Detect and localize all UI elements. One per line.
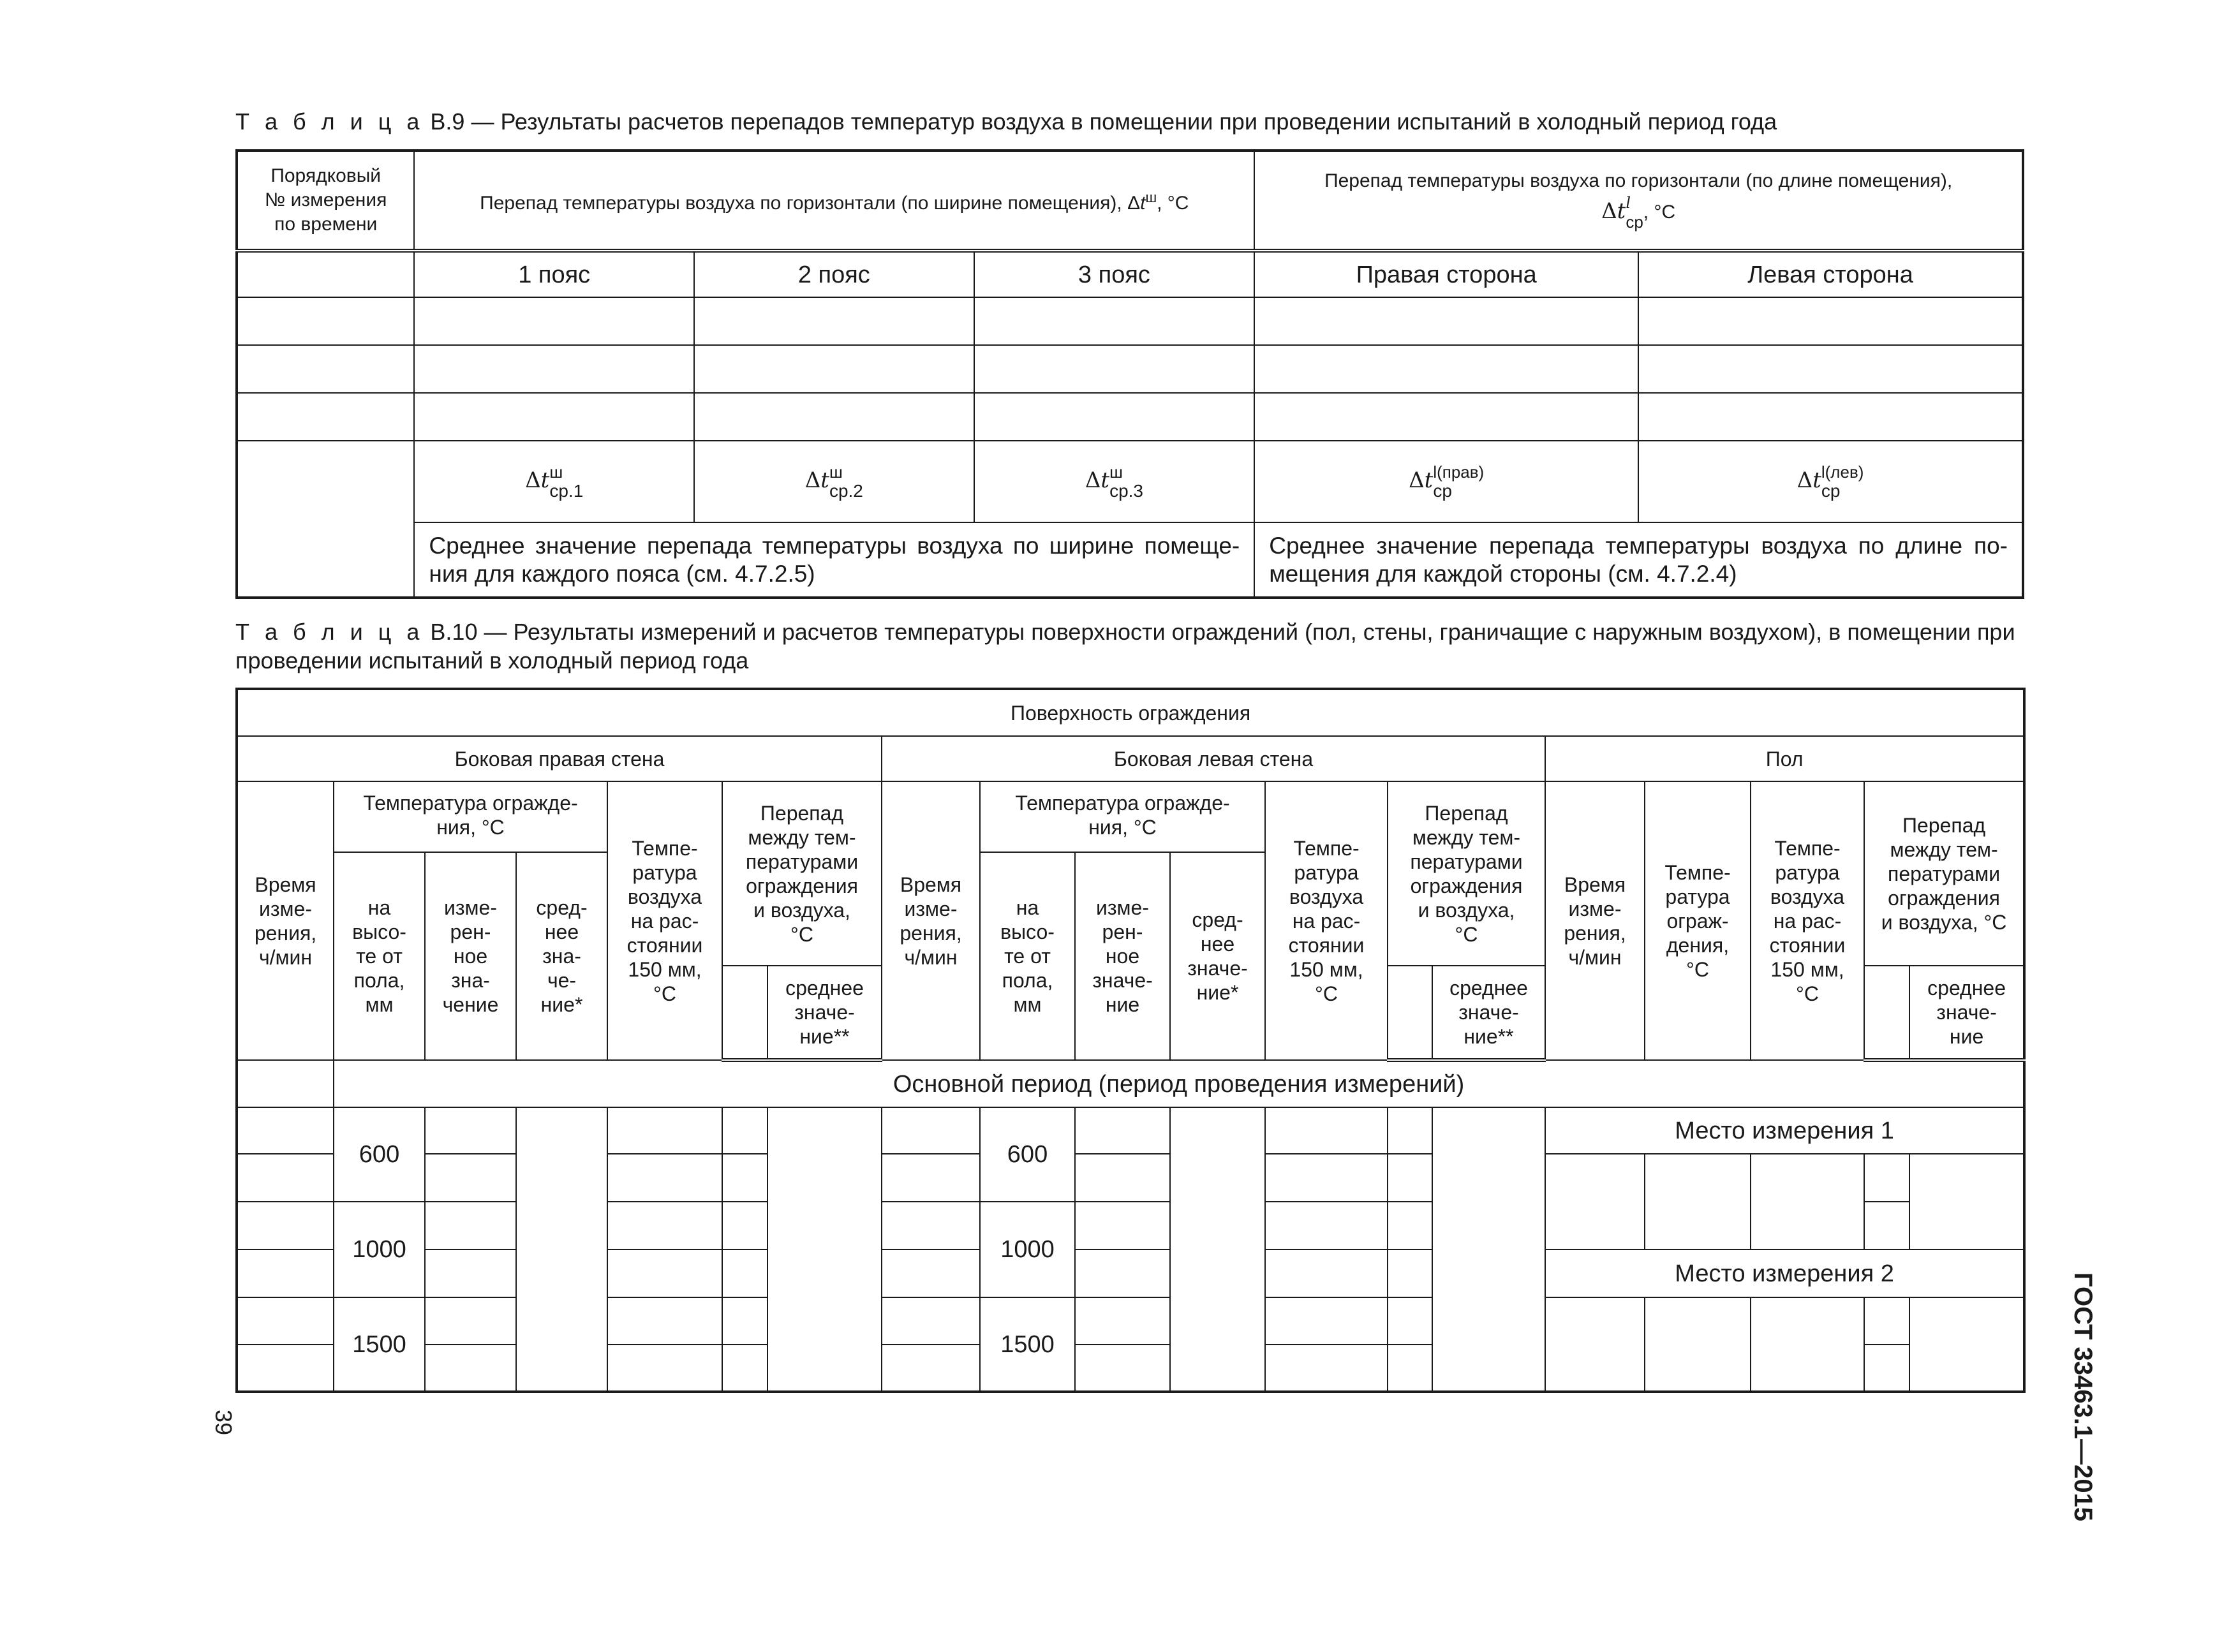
symbol — [1797, 462, 1864, 501]
header-line: пола, — [1002, 969, 1053, 992]
left-diff-header — [1388, 781, 1545, 966]
cell — [425, 1297, 516, 1345]
symbol-var: t — [1617, 198, 1626, 224]
header-line: изме- — [904, 897, 958, 920]
header-line: значе- — [1936, 1001, 1997, 1024]
header-line: ние* — [540, 993, 583, 1016]
left-diff-blank — [1388, 966, 1432, 1060]
cell — [882, 1107, 980, 1154]
header-line: значе- — [794, 1001, 855, 1024]
header-line: Температура огражде- — [363, 792, 578, 815]
left-height-1000: 1000 — [980, 1202, 1075, 1297]
floor-diff-blank — [1864, 966, 1909, 1060]
table-row — [237, 1154, 2024, 1202]
cell — [1638, 393, 2023, 441]
symbol-var: t — [1812, 468, 1821, 493]
main-period-label: Основной период (период проведения измерений) — [334, 1060, 2024, 1107]
left-mean-cell — [1170, 1107, 1265, 1392]
header-line: ч/мин — [1568, 945, 1622, 969]
left-measured-header — [1075, 852, 1170, 1060]
header-line: ратура — [632, 860, 697, 884]
header-line: те от — [356, 945, 403, 968]
header-line: значе- — [1458, 1001, 1519, 1024]
floor-diff-mean-header — [1909, 966, 2024, 1060]
header-line: Время — [900, 873, 962, 896]
cell — [1388, 1297, 1432, 1345]
symbol-indices — [1433, 462, 1484, 501]
header-line: ния, °C — [1088, 816, 1157, 839]
header-line: 150 мм, — [1770, 957, 1844, 981]
header-line: рен- — [1102, 920, 1143, 943]
symbol-indices — [829, 462, 863, 501]
cell — [607, 1154, 722, 1202]
floor-place-1: Место измерения 1 — [1545, 1107, 2024, 1154]
cell — [1075, 1250, 1170, 1297]
floor-fence-temp-header — [1645, 781, 1751, 1060]
header-line: пературами — [1410, 850, 1523, 873]
col-header-left-side: Левая сторона — [1638, 251, 2023, 297]
table-title: В.9 — Результаты расчетов перепадов температур воздуха в помещении при проведении испытаний в холодный период года — [430, 108, 1777, 135]
header-line: пола, — [353, 969, 405, 992]
symbol-sup: ш — [1145, 189, 1157, 205]
header-line: Перепад — [1902, 813, 1986, 837]
header-order-number — [237, 151, 414, 251]
right-fence-temp-header — [334, 781, 607, 852]
table-row — [237, 393, 2023, 441]
header-line: высо- — [1000, 920, 1055, 943]
cell — [425, 1250, 516, 1297]
header-line: и воздуха, — [753, 898, 850, 922]
symbol-var: t — [1140, 192, 1146, 214]
floor-air-temp-header — [1751, 781, 1864, 1060]
header-line: 150 мм, — [628, 957, 702, 981]
col-header-belt-2: 2 пояс — [694, 251, 974, 297]
symbol — [804, 462, 863, 501]
header-line: стоянии — [1288, 933, 1365, 957]
cell — [1075, 1107, 1170, 1154]
header-line: °C — [1686, 957, 1709, 981]
right-height-1500: 1500 — [334, 1297, 425, 1392]
header-symbol-line — [1260, 193, 2017, 232]
right-measured-header — [425, 852, 516, 1060]
header-width-difference — [414, 151, 1254, 251]
header-line: и воздуха, °C — [1881, 910, 2007, 934]
cell — [974, 393, 1255, 441]
header-line: по времени — [274, 214, 378, 235]
table-row — [237, 1107, 2024, 1154]
header-line: сред- — [536, 896, 588, 919]
symbol-indices — [1626, 193, 1643, 232]
cell — [694, 393, 974, 441]
col-header-right-side: Правая сторона — [1254, 251, 1638, 297]
header-line: ния, °C — [436, 816, 505, 839]
header-text: Перепад температуры воздуха по горизонтали (по ширине помещения), Δ — [480, 192, 1141, 214]
header-line: Перепад — [1425, 801, 1508, 825]
cell — [237, 297, 414, 345]
right-height-header — [334, 852, 425, 1060]
header-line: °C — [1455, 922, 1478, 946]
cell — [607, 1202, 722, 1250]
header-line: сред- — [1192, 908, 1243, 931]
cell — [1265, 1107, 1388, 1154]
symbol-indices — [1821, 462, 1864, 501]
cell — [237, 1250, 334, 1297]
cell — [1864, 1202, 1909, 1250]
cell — [425, 1202, 516, 1250]
right-height-1000: 1000 — [334, 1202, 425, 1297]
header-line: ограж- — [1666, 909, 1729, 933]
cell — [1864, 1345, 1909, 1392]
header-line: ратура — [1665, 885, 1730, 908]
symbol-var: t — [1424, 468, 1434, 493]
left-height-header — [980, 852, 1075, 1060]
header-line: ратура — [1775, 860, 1840, 884]
header-line: ч/мин — [258, 945, 313, 969]
cell — [722, 1107, 767, 1154]
floor-place-2: Место измерения 2 — [1545, 1250, 2024, 1297]
table-b10 — [235, 688, 2026, 1393]
header-line: зна- — [451, 969, 490, 992]
cell — [237, 393, 414, 441]
cell — [414, 297, 694, 345]
group-floor: Пол — [1545, 736, 2024, 781]
cell — [425, 1107, 516, 1154]
cell — [1388, 1154, 1432, 1202]
cell — [607, 1297, 722, 1345]
delta: Δ — [525, 468, 541, 493]
cell — [237, 1297, 334, 1345]
header-line: рения, — [254, 921, 317, 945]
header-line: между тем- — [748, 825, 856, 849]
cell — [1388, 1345, 1432, 1392]
cell — [414, 393, 694, 441]
header-line: воздуха — [1289, 885, 1364, 908]
header-line: Перепад — [760, 801, 844, 825]
header-line: ние — [1105, 993, 1140, 1016]
floor-time-header — [1545, 781, 1645, 1060]
empty-cell — [237, 1060, 334, 1107]
right-mean-cell — [516, 1107, 607, 1392]
cell — [1545, 1154, 1645, 1250]
cell — [722, 1154, 767, 1202]
cell — [882, 1250, 980, 1297]
header-line: зна- — [542, 945, 581, 968]
header-line: Время — [255, 873, 316, 896]
header-line: ное — [453, 945, 488, 968]
cell — [882, 1202, 980, 1250]
header-line: на рас- — [630, 909, 699, 933]
symbol-sub: ср — [1821, 481, 1841, 501]
delta: Δ — [1601, 198, 1617, 224]
symbol-sub: ср — [1626, 212, 1643, 232]
document-code: ГОСТ 33463.1—2015 — [2069, 1272, 2097, 1522]
cell — [1864, 1154, 1909, 1202]
cell — [1254, 297, 1638, 345]
floor-diff-header — [1864, 781, 2024, 966]
header-line: изме- — [1096, 896, 1149, 919]
symbol-sub: ср.1 — [549, 481, 584, 501]
symbol-sup: ш — [549, 462, 563, 482]
mean-length-symbol-right — [1254, 441, 1638, 522]
header-line: среднее — [1449, 977, 1528, 999]
floor-diff-mean-cell-2 — [1909, 1297, 2024, 1392]
header-line: значе- — [1092, 969, 1153, 992]
header-line: воздуха — [1770, 885, 1845, 908]
header-line: и воздуха, — [1418, 898, 1515, 922]
cell — [1638, 297, 2023, 345]
header-line: Перепад температуры воздуха по горизонтали (по длине помещения), — [1324, 170, 1953, 191]
delta: Δ — [1797, 468, 1813, 493]
cell — [237, 1154, 334, 1202]
table-b9 — [235, 149, 2024, 599]
header-line: изме- — [1568, 897, 1622, 920]
col-header-belt-3: 3 пояс — [974, 251, 1255, 297]
symbol-var: t — [1100, 468, 1110, 493]
delta: Δ — [804, 468, 821, 493]
header-unit: , °C — [1643, 202, 1676, 223]
header-line: 150 мм, — [1289, 957, 1363, 981]
left-time-header — [882, 781, 980, 1060]
cell — [974, 297, 1255, 345]
cell — [722, 1202, 767, 1250]
header-line: Температура огражде- — [1015, 792, 1230, 815]
table-label: Т а б л и ц а — [235, 108, 424, 135]
header-line: °C — [790, 922, 813, 946]
cell — [1751, 1154, 1864, 1250]
symbol-sup: l — [1626, 194, 1631, 212]
cell — [1075, 1345, 1170, 1392]
header-line: °C — [1796, 982, 1819, 1005]
header-line: на — [1016, 896, 1039, 919]
header-length-difference — [1254, 151, 2023, 251]
cell — [425, 1345, 516, 1392]
cell — [1254, 345, 1638, 393]
left-air-temp-header — [1265, 781, 1388, 1060]
left-height-600: 600 — [980, 1107, 1075, 1202]
symbol — [1085, 462, 1143, 501]
header-line: нее — [544, 920, 579, 943]
table-row — [237, 297, 2023, 345]
cell — [237, 1202, 334, 1250]
symbol-var: t — [540, 468, 550, 493]
header-line: изме- — [259, 897, 312, 920]
right-height-600: 600 — [334, 1107, 425, 1202]
cell — [1254, 393, 1638, 441]
header-line: пературами — [745, 850, 859, 873]
mean-length-symbol-left — [1638, 441, 2023, 522]
cell — [1388, 1202, 1432, 1250]
symbol-indices — [1109, 462, 1143, 501]
header-line: ние** — [799, 1025, 850, 1048]
right-air-temp-header — [607, 781, 722, 1060]
symbol-sup: l(лев) — [1821, 462, 1864, 482]
cell — [722, 1345, 767, 1392]
right-diff-blank — [722, 966, 767, 1060]
header-line: пературами — [1888, 862, 2001, 885]
table-row — [237, 345, 2023, 393]
cell — [1388, 1250, 1432, 1297]
header-line: между тем- — [1890, 837, 1998, 861]
cell — [1545, 1297, 1645, 1392]
cell — [1265, 1345, 1388, 1392]
cell — [1388, 1107, 1432, 1154]
header-line: Темпе- — [632, 836, 698, 860]
cell — [1645, 1297, 1751, 1392]
cell — [974, 345, 1255, 393]
symbol — [1409, 462, 1485, 501]
cell — [882, 1154, 980, 1202]
mean-width-symbol-2 — [694, 441, 974, 522]
left-diff-mean-header — [1432, 966, 1545, 1060]
header-line: воздуха — [627, 885, 702, 908]
symbol-sup: ш — [829, 462, 843, 482]
header-line: на — [367, 896, 391, 919]
cell — [607, 1107, 722, 1154]
header-line: Темпе- — [1774, 836, 1841, 860]
cell — [414, 345, 694, 393]
symbol-indices — [549, 462, 583, 501]
table-label: Т а б л и ц а — [235, 619, 424, 645]
header-line: высо- — [352, 920, 406, 943]
cell — [1075, 1297, 1170, 1345]
left-diff-mean-cell — [1432, 1107, 1545, 1392]
header-line: на рас- — [1292, 909, 1361, 933]
left-fence-temp-header — [980, 781, 1265, 852]
floor-diff-mean-cell-1 — [1909, 1154, 2024, 1250]
header-line: Время — [1564, 873, 1626, 896]
page-number: 39 — [211, 1409, 237, 1436]
right-diff-mean-cell — [767, 1107, 882, 1392]
group-right-wall: Боковая правая стена — [237, 736, 882, 781]
table-row — [237, 1250, 2024, 1297]
header-line: рения, — [900, 921, 962, 945]
header-line: мм — [365, 993, 394, 1016]
header-line: среднее — [785, 977, 864, 999]
header-line: рен- — [450, 920, 491, 943]
cell — [882, 1345, 980, 1392]
cell — [1075, 1154, 1170, 1202]
symbol-var: t — [820, 468, 829, 493]
cell — [1265, 1250, 1388, 1297]
col-header-belt-1: 1 пояс — [414, 251, 694, 297]
header-line: между тем- — [1412, 825, 1521, 849]
right-diff-mean-header — [767, 966, 882, 1060]
table-row — [237, 1297, 2024, 1345]
header-line: дения, — [1666, 933, 1730, 957]
cell — [1751, 1297, 1864, 1392]
header-line: °C — [1315, 982, 1338, 1005]
symbol-sub: ср.2 — [829, 481, 863, 501]
cell — [607, 1345, 722, 1392]
header-line: ограждения — [1888, 886, 2000, 910]
note-width-mean: Среднее значение перепада температуры воздуха по ширине помещения для каждого пояса (см. 4.7.2.5) — [414, 522, 1254, 598]
header-line: ние** — [1464, 1025, 1514, 1048]
header-unit: , °C — [1157, 192, 1189, 214]
cell — [1075, 1202, 1170, 1250]
header-line: № измерения — [265, 189, 387, 210]
header-line: ние* — [1196, 981, 1239, 1004]
cell — [694, 345, 974, 393]
cell — [237, 1107, 334, 1154]
symbol-sub: ср — [1433, 481, 1452, 501]
cell — [1864, 1297, 1909, 1345]
cell — [722, 1250, 767, 1297]
header-line: чение — [442, 993, 499, 1016]
delta: Δ — [1409, 468, 1425, 493]
cell — [1265, 1297, 1388, 1345]
cell — [237, 345, 414, 393]
header-line: че- — [547, 969, 577, 992]
symbol-sup: l(прав) — [1433, 462, 1485, 482]
header-line: ние — [1949, 1025, 1984, 1048]
symbol-sup: ш — [1109, 462, 1123, 482]
header-line: среднее — [1927, 977, 2006, 999]
header-line: °C — [653, 982, 676, 1005]
cell — [1645, 1154, 1751, 1250]
header-line: ч/мин — [904, 945, 958, 969]
delta: Δ — [1085, 468, 1101, 493]
header-line: стоянии — [626, 933, 703, 957]
table-title: В.10 — Результаты измерений и расчетов температуры поверхности ограждений (пол, стены, граничащие с наружным воздухом), в помещении при проведении испытаний в холодный период года — [235, 619, 2015, 674]
cell — [607, 1250, 722, 1297]
cell — [722, 1297, 767, 1345]
cell — [1265, 1154, 1388, 1202]
header-line: нее — [1200, 933, 1235, 955]
table-b9-caption — [235, 107, 2022, 136]
right-time-header — [237, 781, 334, 1060]
header-line: на рас- — [1773, 909, 1842, 933]
header-line: изме- — [444, 896, 497, 919]
length-symbol — [1601, 194, 1643, 232]
header-line: Порядковый — [270, 165, 382, 186]
cell — [425, 1154, 516, 1202]
right-diff-header — [722, 781, 882, 966]
surface-header: Поверхность ограждения — [237, 689, 2024, 736]
mean-width-symbol-3 — [974, 441, 1255, 522]
note-length-mean: Среднее значение перепада температуры воздуха по длине помещения для каждой стороны (см. 4.7.2.4) — [1254, 522, 2023, 598]
left-mean-header — [1170, 852, 1265, 1060]
header-line: ратура — [1294, 860, 1359, 884]
header-line: те от — [1004, 945, 1051, 968]
header-line: мм — [1013, 993, 1042, 1016]
header-line: Темпе- — [1664, 860, 1731, 884]
cell — [1638, 345, 2023, 393]
empty-cell — [237, 251, 414, 297]
header-line: рения, — [1564, 921, 1626, 945]
mean-width-symbol-1 — [414, 441, 694, 522]
cell — [694, 297, 974, 345]
table-b10-caption — [235, 617, 2022, 675]
cell — [882, 1297, 980, 1345]
header-line: ограждения — [746, 874, 858, 897]
left-height-1500: 1500 — [980, 1297, 1075, 1392]
cell — [1265, 1202, 1388, 1250]
header-line: ограждения — [1410, 874, 1523, 897]
header-line: Темпе- — [1293, 836, 1360, 860]
symbol-sub: ср.3 — [1109, 481, 1143, 501]
header-line: значе- — [1187, 957, 1248, 980]
symbol — [525, 462, 584, 501]
cell — [237, 1345, 334, 1392]
empty-cell — [237, 441, 414, 598]
header-line: ное — [1105, 945, 1140, 968]
right-mean-header — [516, 852, 607, 1060]
group-left-wall: Боковая левая стена — [882, 736, 1545, 781]
header-line: стоянии — [1769, 933, 1846, 957]
